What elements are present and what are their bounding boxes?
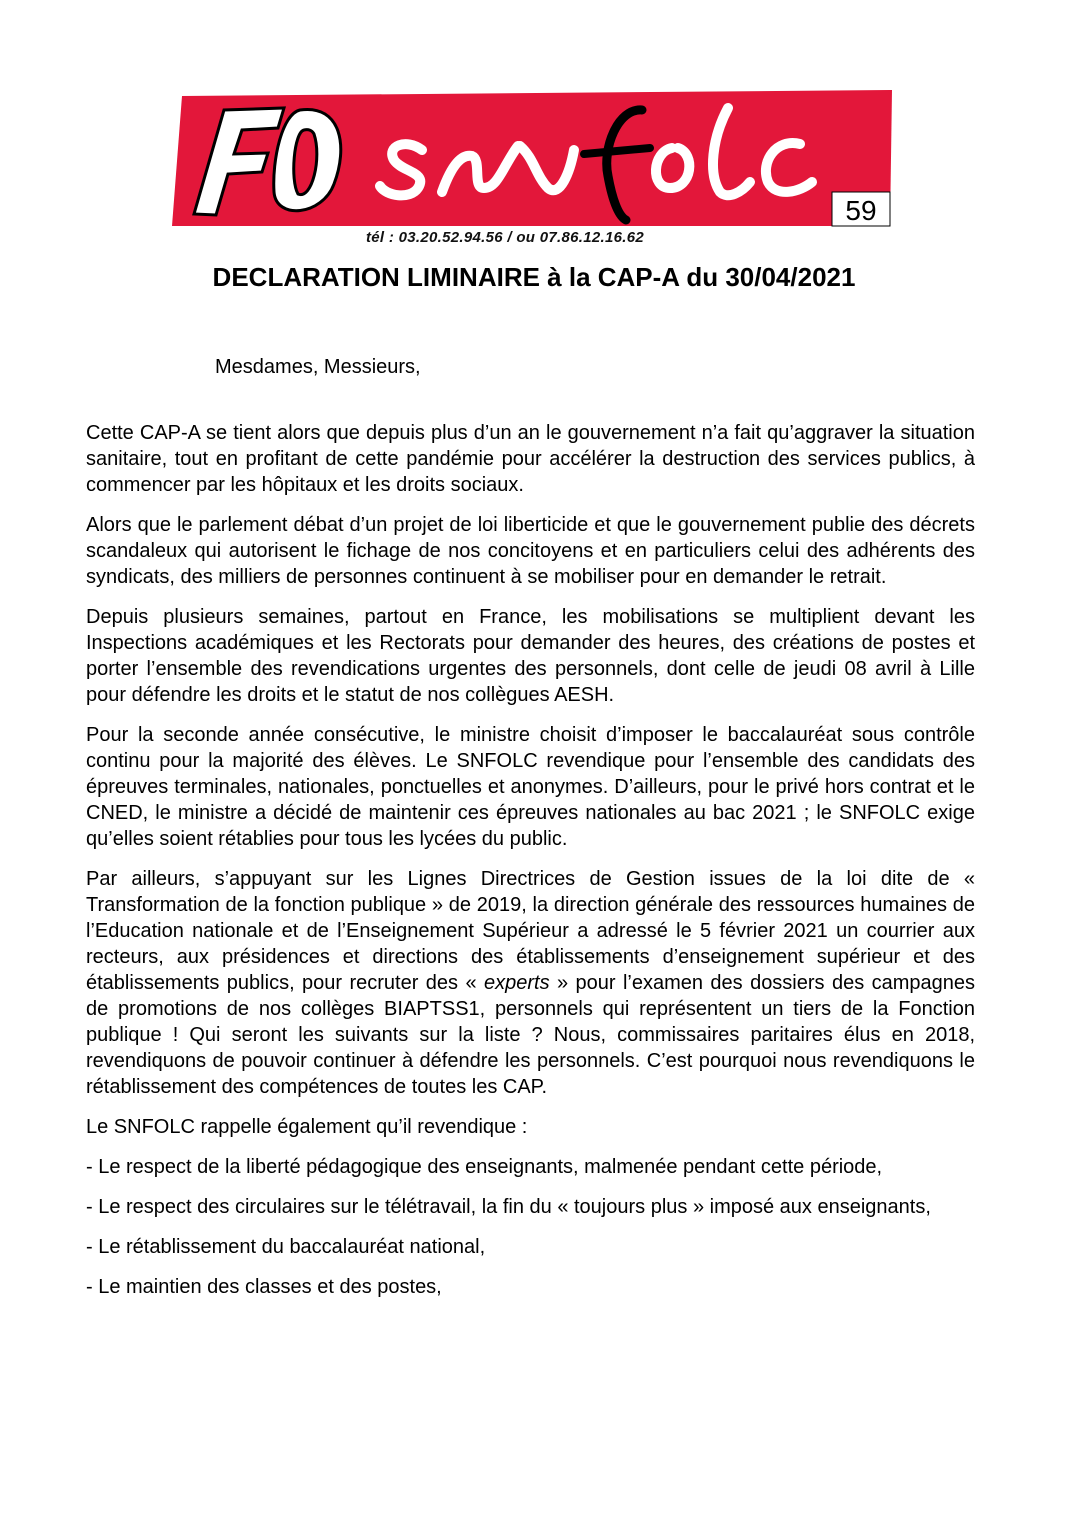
snfolc-logo	[172, 88, 892, 228]
list-item: - Le rétablissement du baccalauréat national,	[86, 1236, 486, 1258]
svg-text:59: 59	[845, 195, 877, 226]
page-title: DECLARATION LIMINAIRE à la CAP-A du 30/04/2021	[212, 262, 856, 292]
paragraph-text: » pour l’examen des dossiers des campagnes de promotions de nos collèges BIAPTSS1, personnels qui représentent un tiers de la Fonction publique ! Qui seront les suivants sur la liste ? Nous, commissaires paritaires élus en 2018, revendiquons de pouvoir continuer à défendre les personnels. C’est pourquoi nous revendiquons le rétablissement des compétences de toutes les CAP.	[86, 972, 976, 1098]
greeting: Mesdames, Messieurs,	[215, 356, 421, 378]
list-item: - Le respect de la liberté pédagogique des enseignants, malmenée pendant cette période,	[86, 1156, 883, 1178]
list-item: - Le respect des circulaires sur le télétravail, la fin du « toujours plus » imposé aux enseignants,	[86, 1196, 931, 1218]
demands-intro: Le SNFOLC rappelle également qu’il revendique :	[86, 1116, 528, 1138]
phone-numbers: tél : 03.20.52.94.56 / ou 07.86.12.16.62	[366, 229, 645, 246]
paragraph: Cette CAP-A se tient alors que depuis plus d’un an le gouvernement n’a fait qu’aggraver la situation sanitaire, tout en profitant de cette pandémie pour accélérer la destruction des services publics, à commencer par les hôpitaux et les droits sociaux.	[86, 422, 975, 496]
paragraph	[86, 866, 975, 1100]
paragraph: Depuis plusieurs semaines, partout en France, les mobilisations se multiplient devant les Inspections académiques et les Rectorats pour demander des heures, des créations de postes et porter l’ensemble des revendications urgentes des personnels, dont celle de jeudi 08 avril à Lille pour défendre les droits et le statut de nos collègues AESH.	[86, 606, 975, 706]
paragraph: Pour la seconde année consécutive, le ministre choisit d’imposer le baccalauréat sous contrôle continu pour la majorité des élèves. Le SNFOLC revendique pour l’ensemble des candidats des épreuves terminales, nationales, ponctuelles et anonymes. D’ailleurs, pour le privé hors contrat et le CNED, le ministre a décidé de maintenir ces épreuves nationales au bac 2021 ; le SNFOLC exige qu’elles soient rétablies pour tous les lycées du public.	[86, 724, 975, 850]
list-item: - Le maintien des classes et des postes,	[86, 1276, 442, 1298]
paragraph: Alors que le parlement débat d’un projet de loi liberticide et que le gouvernement publie des décrets scandaleux qui autorisent le fichage de nos concitoyens et en particuliers celui des adhérents des syndicats, des milliers de personnes continuent à se mobiliser pour en demander le retrait.	[86, 514, 975, 588]
emphasis-experts: experts	[483, 972, 550, 994]
declaration-body	[86, 420, 975, 1314]
paragraph-text: Par ailleurs, s’appuyant sur les Lignes Directrices de Gestion issues de la loi dite de « Transformation de la fonction publique » de 2019, la direction générale des ressources humaines de l’Education nationale et de l’Enseignement Supérieur a adressé le 5 février 2021 un courrier aux recteurs, aux présidences et directions des établissements d’enseignement supérieur et des établissements publics, pour recruter des «	[86, 868, 975, 994]
